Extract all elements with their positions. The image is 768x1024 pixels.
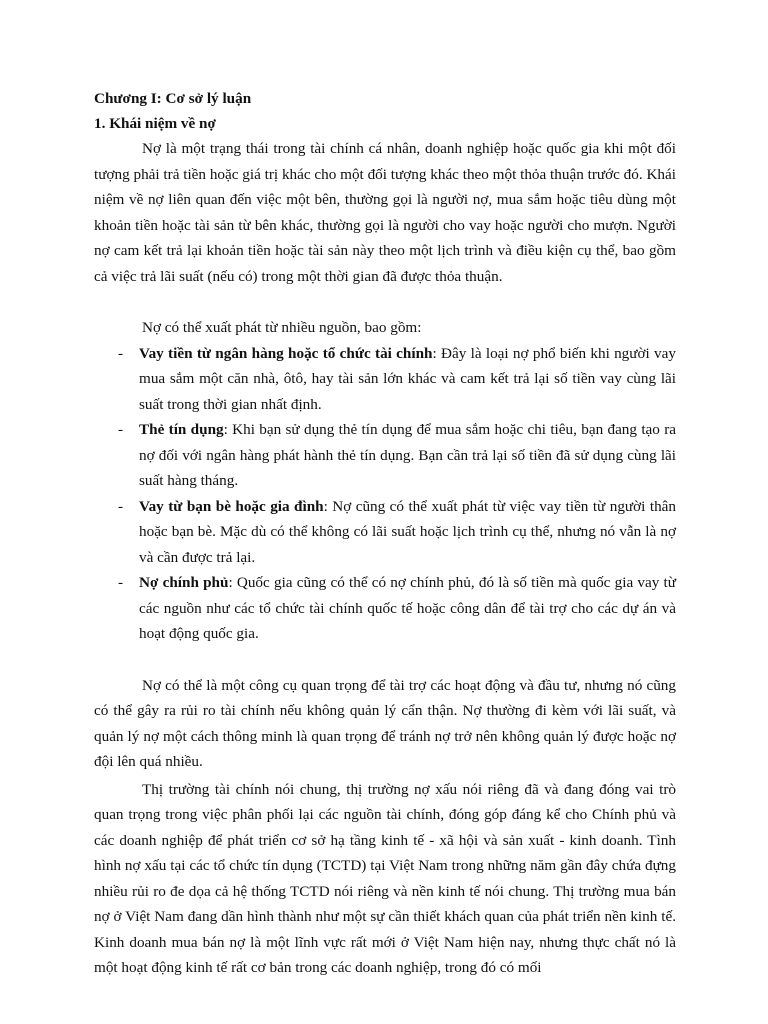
list-item bbox=[94, 494, 676, 571]
bullet-dash: - bbox=[118, 421, 124, 438]
paragraph-spacer bbox=[94, 647, 676, 673]
document-body bbox=[94, 86, 676, 981]
paragraph-spacer bbox=[94, 289, 676, 315]
list-item-text: : Quốc gia cũng có thể có nợ chính phủ, đó là số tiền mà quốc gia vay từ các nguồn như các tổ chức tài chính quốc tế hoặc công dân để tài trợ cho các dự án và hoạt động quốc gia. bbox=[139, 574, 676, 642]
list-item-term: Thẻ tín dụng bbox=[139, 421, 224, 438]
list-item-term: Nợ chính phủ bbox=[139, 574, 229, 591]
list-item-term: Vay từ bạn bè hoặc gia đình bbox=[139, 497, 324, 515]
risk-paragraph: Nợ có thể là một công cụ quan trọng để tài trợ các hoạt động và đầu tư, nhưng nó cũng có thể gây ra rủi ro tài chính nếu không quản lý cẩn thận. Nợ thường đi kèm với lãi suất, và quản lý nợ một cách thông minh là quan trọng để tránh nợ trở nên không quản lý được hoặc nợ đội lên quá nhiều. bbox=[94, 676, 676, 770]
bullet-dash: - bbox=[118, 574, 124, 591]
list-item-text: : Khi bạn sử dụng thẻ tín dụng để mua sắm hoặc chi tiêu, bạn đang tạo ra nợ đối với ngân hàng phát hành thẻ tín dụng. Bạn cần trả lại số tiền đã sử dụng cùng lãi suất hàng tháng. bbox=[139, 421, 676, 489]
section-title: 1. Khái niệm về nợ bbox=[94, 115, 216, 132]
bullet-dash: - bbox=[118, 344, 124, 362]
list-item-text: : Đây là loại nợ phổ biến khi người vay mua sắm một căn nhà, ôtô, hay tài sản lớn khác và cam kết trả lại số tiền vay cùng lãi suất trong thời gian nhất định. bbox=[139, 344, 676, 413]
sources-intro: Nợ có thể xuất phát từ nhiều nguồn, bao gồm: bbox=[142, 319, 422, 336]
list-item bbox=[94, 570, 676, 647]
debt-sources-list bbox=[94, 341, 676, 647]
bullet-dash: - bbox=[118, 497, 124, 515]
market-paragraph: Thị trường tài chính nói chung, thị trường nợ xấu nói riêng đã và đang đóng vai trò quan trọng trong việc phân phối lại các nguồn tài chính, đóng góp đáng kể cho Chính phủ và các doanh nghiệp để phát triển cơ sở hạ tầng kinh tế - xã hội và sản xuất - kinh doanh. Tình hình nợ xấu tại các tổ chức tín dụng (TCTD) tại Việt Nam trong những năm gần đây chứa đựng nhiều rủi ro đe dọa cả hệ thống TCTD nói riêng và nền kinh tế nói chung. Thị trường mua bán nợ ở Việt Nam đang dần hình thành như một sự cần thiết khách quan của phát triển nền kinh tế. Kinh doanh mua bán nợ là một lĩnh vực rất mới ở Việt Nam hiện nay, nhưng thực chất nó là một hoạt động kinh tế rất cơ bản trong các doanh nghiệp, trong đó có mối bbox=[94, 780, 676, 976]
list-item bbox=[94, 417, 676, 494]
list-item-term: Vay tiền từ ngân hàng hoặc tổ chức tài chính bbox=[139, 344, 433, 362]
definition-paragraph: Nợ là một trạng thái trong tài chính cá nhân, doanh nghiệp hoặc quốc gia khi một đối tượng phải trả tiền hoặc giá trị khác cho một đối tượng khác theo một thỏa thuận trước đó. Khái niệm về nợ liên quan đến việc một bên, thường gọi là người nợ, mua sắm hoặc tiêu dùng một khoản tiền hoặc tài sản từ bên khác, thường gọi là người cho vay hoặc người cho mượn. Người nợ cam kết trả lại khoản tiền hoặc tài sản này theo một lịch trình và điều kiện cụ thể, bao gồm cả việc trả lãi suất (nếu có) trong một thời gian đã được thỏa thuận. bbox=[94, 140, 676, 285]
list-item bbox=[94, 341, 676, 418]
list-item-text: : Nợ cũng có thể xuất phát từ việc vay tiền từ người thân hoặc bạn bè. Mặc dù có thể không có lãi suất hoặc lịch trình cụ thể, nhưng nó vẫn là nợ và cần được trả lại. bbox=[139, 497, 676, 566]
chapter-title: Chương I: Cơ sở lý luận bbox=[94, 90, 252, 107]
